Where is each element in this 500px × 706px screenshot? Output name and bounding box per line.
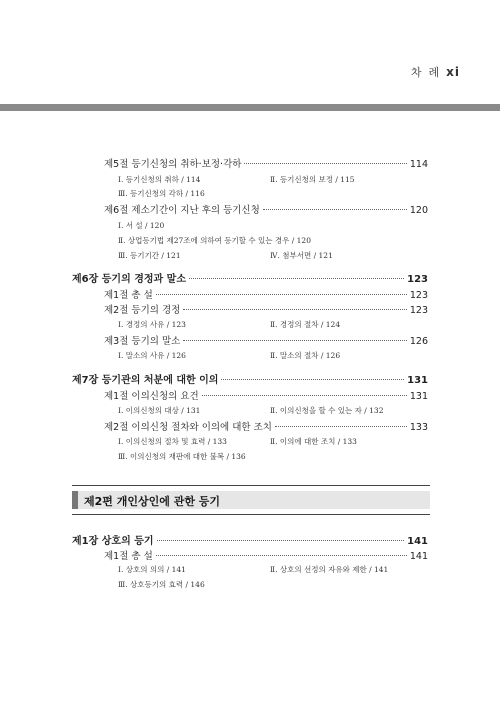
toc-page: 114 — [409, 159, 428, 170]
toc-item[interactable]: Ⅱ. 말소의 절차 / 126 — [270, 351, 341, 360]
toc-title: 제1절 총 설 — [104, 551, 153, 562]
header-word-1: 차 — [410, 66, 423, 79]
toc-section[interactable] — [104, 548, 428, 562]
toc-title: 제5절 등기신청의 취하·보정·각하 — [104, 159, 242, 170]
toc-page: 141 — [409, 551, 428, 562]
toc-title: 제2절 이의신청 절차와 이의에 대한 조치 — [104, 422, 272, 433]
toc-title: 제1절 총 설 — [104, 290, 153, 301]
toc-item[interactable]: Ⅰ. 상호의 의의 / 141 — [118, 565, 186, 574]
leader-dots — [183, 340, 407, 341]
toc-page: 131 — [407, 375, 428, 386]
toc-item[interactable]: Ⅱ. 경정의 절차 / 124 — [270, 320, 341, 329]
toc-page: 133 — [409, 422, 428, 433]
part-heading-bar — [72, 491, 430, 509]
toc-item[interactable]: Ⅲ. 상호등기의 효력 / 146 — [118, 580, 205, 589]
toc-item[interactable]: Ⅱ. 상호의 선정의 자유와 제한 / 141 — [270, 565, 389, 574]
toc-item[interactable]: Ⅲ. 등기기간 / 121 — [118, 251, 181, 260]
leader-dots — [157, 540, 405, 541]
part-marker — [72, 491, 78, 509]
leader-dots — [189, 278, 404, 279]
toc-section-5[interactable] — [104, 156, 428, 170]
leader-dots — [156, 294, 407, 295]
running-header — [411, 64, 460, 80]
toc-item[interactable]: Ⅰ. 말소의 사유 / 126 — [118, 351, 186, 360]
toc-page: 141 — [407, 536, 428, 547]
toc-section[interactable] — [104, 388, 428, 402]
leader-dots — [183, 309, 407, 310]
toc-item[interactable]: Ⅰ. 등기신청의 취하 / 114 — [118, 175, 201, 184]
toc-title: 제3절 등기의 말소 — [104, 336, 181, 347]
toc-section-6[interactable] — [104, 202, 428, 216]
toc-item[interactable]: Ⅲ. 이의신청의 재판에 대한 불복 / 136 — [118, 452, 246, 461]
toc-section[interactable] — [104, 287, 428, 301]
leader-dots — [221, 379, 404, 380]
toc-chapter-1[interactable] — [72, 532, 428, 547]
toc-title: 제6절 제소기간이 지난 후의 등기신청 — [104, 205, 260, 216]
leader-dots — [202, 395, 407, 396]
toc-title: 제1장 상호의 등기 — [72, 536, 154, 547]
leader-dots — [156, 555, 407, 556]
toc-item[interactable]: Ⅰ. 이의신청의 대상 / 131 — [118, 406, 201, 415]
header-rule — [0, 104, 500, 111]
toc-section[interactable] — [104, 333, 428, 347]
toc-page: 123 — [409, 290, 428, 301]
toc-item[interactable]: Ⅱ. 상업등기법 제27조에 의하여 등기할 수 있는 경우 / 120 — [118, 236, 311, 245]
toc-title: 제2절 등기의 경정 — [104, 305, 181, 316]
part-title: 제2편 개인상인에 관한 등기 — [84, 495, 221, 508]
part-top-rule — [72, 485, 430, 486]
toc-section[interactable] — [104, 302, 428, 316]
toc-title: 제1절 이의신청의 요건 — [104, 391, 199, 402]
toc-chapter-7[interactable] — [72, 371, 428, 386]
toc-item[interactable]: Ⅰ. 서 설 / 120 — [118, 221, 165, 230]
toc-item[interactable]: Ⅱ. 이의신청을 할 수 있는 자 / 132 — [270, 406, 384, 415]
header-word-2: 례 — [428, 66, 441, 79]
toc-page: 131 — [409, 391, 428, 402]
page-number: xi — [446, 65, 460, 79]
toc-page: 120 — [409, 205, 428, 216]
toc-chapter-6[interactable] — [72, 270, 428, 285]
toc-item[interactable]: Ⅱ. 등기신청의 보정 / 115 — [270, 175, 355, 184]
toc-title: 제6장 등기의 경정과 말소 — [72, 274, 187, 285]
leader-dots — [263, 209, 407, 210]
toc-item[interactable]: Ⅲ. 등기신청의 각하 / 116 — [118, 189, 205, 198]
toc-item[interactable]: Ⅱ. 이의에 대한 조치 / 133 — [270, 437, 357, 446]
leader-dots — [275, 426, 407, 427]
leader-dots — [244, 163, 406, 164]
toc-item[interactable]: Ⅳ. 첨부서면 / 121 — [270, 251, 333, 260]
toc-title: 제7장 등기관의 처분에 대한 이의 — [72, 375, 219, 386]
toc-item[interactable]: Ⅰ. 경정의 사유 / 123 — [118, 320, 186, 329]
toc-section[interactable] — [104, 419, 428, 433]
toc-page: 126 — [409, 336, 428, 347]
toc-page: 123 — [407, 274, 428, 285]
toc-item[interactable]: Ⅰ. 이의신청의 절차 및 효력 / 133 — [118, 437, 227, 446]
toc-page: 123 — [409, 305, 428, 316]
part-bottom-rule — [72, 514, 430, 515]
